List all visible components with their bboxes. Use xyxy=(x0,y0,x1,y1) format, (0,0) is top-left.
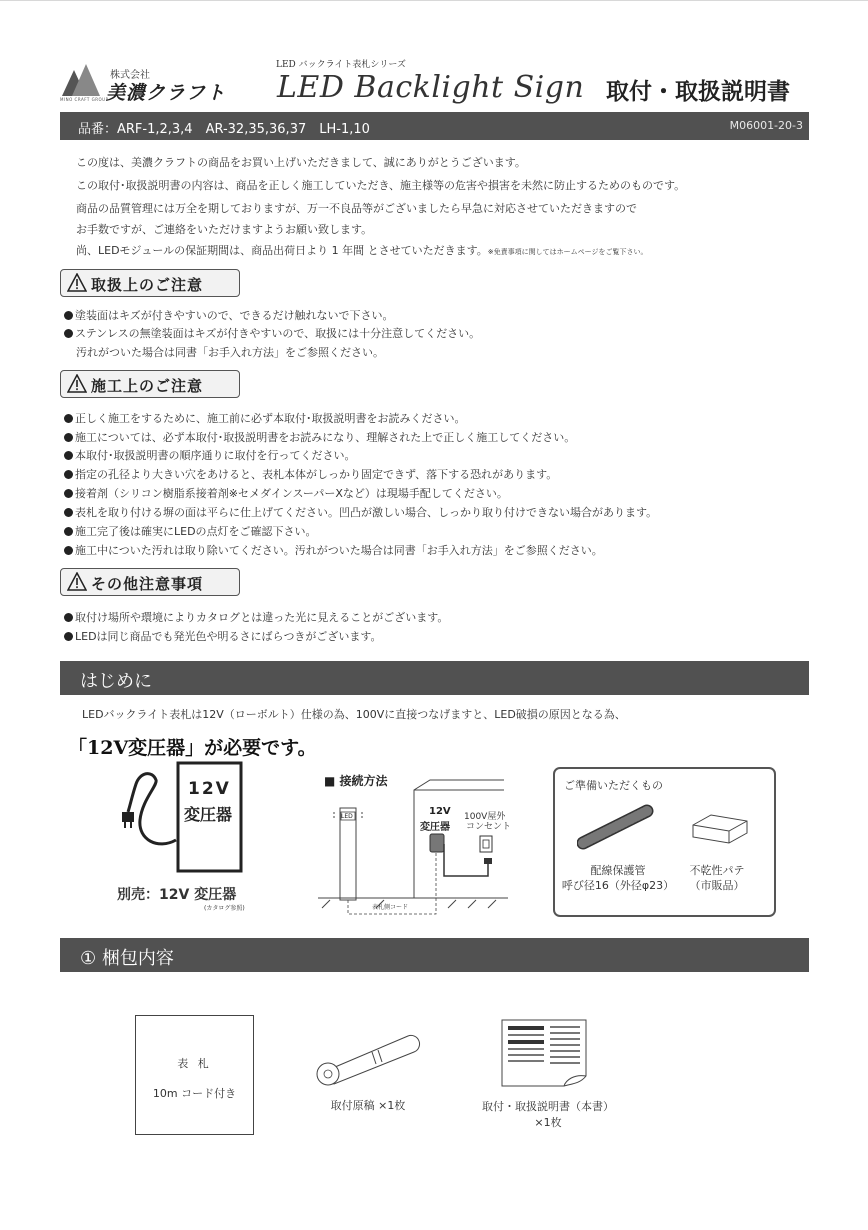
intro-line-5-text: 尚、LEDモジュールの保証期間は、商品出荷日より 1 年間 とさせていただきます。 xyxy=(76,244,488,257)
warning-icon xyxy=(67,572,87,591)
connection-outlet-2: コンセント xyxy=(466,822,512,832)
handling-item-2-text: ステンレスの無塗装面はキズが付きやすいので、取扱には十分注意してください。 xyxy=(75,327,481,340)
bullet-icon xyxy=(64,329,73,338)
handling-item-1 xyxy=(64,307,394,323)
construction-item-7 xyxy=(64,523,317,539)
bullet-icon xyxy=(64,527,73,536)
intro-line-1: この度は、美濃クラフトの商品をお買い上げいただきまして、誠にありがとうございます。 xyxy=(76,156,526,169)
transformer-label-2: 変圧器 xyxy=(184,805,233,824)
package-template-caption: 取付原稿 ×1枚 xyxy=(330,1099,406,1112)
handling-heading-label: 取扱上のご注意 xyxy=(91,276,204,294)
intro-line-2: この取付･取扱説明書の内容は、商品を正しく施工していただき、施主様等の危害や損害を未然に防止するためのものです。 xyxy=(76,179,686,192)
logo-company-name: 美濃クラフト xyxy=(106,82,227,104)
construction-item-text: 正しく施工をするために、施工前に必ず本取付･取扱説明書をお読みください。 xyxy=(75,412,466,425)
doc-code: M06001-20-3 xyxy=(729,119,803,132)
package-sign-cord: 10m コード付き xyxy=(152,1087,237,1100)
putty-icon xyxy=(689,811,751,845)
model-numbers: 品番：ARF-1,2,3,4 AR-32,35,36,37 LH-1,10 xyxy=(78,122,370,137)
doc-title: 取付・取扱説明書 xyxy=(606,79,790,105)
prep-item2-line2: （市販品） xyxy=(689,879,745,892)
construction-item-text: 接着剤（シリコン樹脂系接着剤※セメダインスーパーXなど）は現場手配してください。 xyxy=(75,487,508,500)
bullet-icon xyxy=(64,489,73,498)
top-border xyxy=(0,0,868,1)
other-heading xyxy=(60,568,240,596)
construction-item-text: 指定の孔径より大きい穴をあけると、表札本体がしっかり固定できず、落下する恐れがあります。 xyxy=(75,468,558,481)
handling-heading xyxy=(60,269,240,297)
model-bar xyxy=(60,112,809,140)
hajime-emphasis: 「12V変圧器」が必要です。 xyxy=(68,737,317,759)
package-heading-bar xyxy=(60,938,809,972)
other-item-text: LEDは同じ商品でも発光色や明るさにばらつきがございます。 xyxy=(75,630,382,643)
preparation-box xyxy=(553,767,776,917)
handling-item-2 xyxy=(64,325,480,341)
connection-cord-label: 表札側コード xyxy=(372,904,409,911)
company-logo-icon xyxy=(60,62,102,98)
bullet-icon xyxy=(64,451,73,460)
package-heading: ① 梱包内容 xyxy=(80,948,174,969)
warning-icon xyxy=(67,273,87,292)
bullet-icon xyxy=(64,470,73,479)
construction-item-6 xyxy=(64,504,657,520)
intro-line-3: 商品の品質管理には万全を期しておりますが、万一不良品等がございましたら早急に対応させていただきますので xyxy=(76,202,637,215)
construction-item-5 xyxy=(64,485,508,501)
bullet-icon xyxy=(64,433,73,442)
transformer-caption-note: (カタログ参照) xyxy=(204,905,245,912)
bullet-icon xyxy=(64,414,73,423)
series-label: LED バックライト表札シリーズ xyxy=(276,60,406,70)
intro-line-4: お手数ですが、ご連絡をいただけますようお願い致します。 xyxy=(76,223,373,236)
connection-led-label: LED xyxy=(341,813,353,820)
bullet-icon xyxy=(64,311,73,320)
construction-item-text: 表札を取り付ける塀の面は平らに仕上げてください。凹凸が激しい場合、しっかり取り付けできない場合があります。 xyxy=(75,506,658,519)
connection-outlet-1: 100V屋外 xyxy=(464,812,506,822)
logo-company-tiny: MINO CRAFT GROUP xyxy=(60,97,109,102)
prep-item2-line1: 不乾性パテ xyxy=(689,864,745,877)
hajime-heading: はじめに xyxy=(80,671,152,692)
connection-transformer-2: 変圧器 xyxy=(420,822,450,833)
bullet-icon xyxy=(64,508,73,517)
bullet-icon xyxy=(64,613,73,622)
other-item-2 xyxy=(64,628,382,644)
manual-icon xyxy=(500,1018,590,1088)
prep-title: ご準備いただくもの xyxy=(564,779,663,792)
construction-item-2 xyxy=(64,429,575,445)
hajime-heading-bar xyxy=(60,661,809,695)
rolled-template-icon xyxy=(312,1030,424,1086)
construction-item-text: 施工完了後は確実にLEDの点灯をご確認下さい。 xyxy=(75,525,317,538)
construction-item-8 xyxy=(64,542,603,558)
bullet-icon xyxy=(64,632,73,641)
connection-diagram xyxy=(318,778,508,918)
prep-item1-line2: 呼び径16（外径φ23） xyxy=(561,879,675,892)
other-heading-label: その他注意事項 xyxy=(91,575,204,593)
package-manual-caption-2: ×1枚 xyxy=(534,1116,562,1129)
connection-heading: ■ 接続方法 xyxy=(324,774,388,788)
other-item-1 xyxy=(64,609,448,625)
bullet-icon xyxy=(64,546,73,555)
logo-company-small: 株式会社 xyxy=(110,70,150,81)
construction-item-3 xyxy=(64,447,356,463)
package-manual-caption-1: 取付・取扱説明書（本書） xyxy=(482,1100,614,1113)
construction-item-text: 施工中についた汚れは取り除いてください。汚れがついた場合は同書「お手入れ方法」をご参照ください。 xyxy=(75,544,603,557)
construction-item-4 xyxy=(64,466,557,482)
construction-item-text: 施工については、必ず本取付･取扱説明書をお読みになり、理解された上で正しく施工してください。 xyxy=(75,431,576,444)
construction-item-text: 本取付･取扱説明書の順序通りに取付を行ってください。 xyxy=(75,449,356,462)
prep-item1-line1: 配線保護管 xyxy=(590,864,646,877)
hajime-text: LEDバックライト表札は12V（ローボルト）仕様の為、100Vに直接つなげますと、LED破損の原因となる為、 xyxy=(82,708,626,721)
transformer-label-1: 12V xyxy=(188,779,231,799)
package-sign-label: 表 札 xyxy=(177,1057,212,1070)
handling-continuation: 汚れがついた場合は同書「お手入れ方法」をご参照ください。 xyxy=(76,346,384,359)
intro-line-5-note: ※免責事項に関してはホームページをご覧下さい。 xyxy=(487,248,648,256)
construction-item-1 xyxy=(64,410,466,426)
construction-heading xyxy=(60,370,240,398)
warning-icon xyxy=(67,374,87,393)
handling-item-1-text: 塗装面はキズが付きやすいので、できるだけ触れないで下さい。 xyxy=(75,309,394,322)
package-sign-box xyxy=(135,1015,254,1135)
transformer-caption: 別売：12V 変圧器 xyxy=(117,887,237,903)
other-item-text: 取付け場所や環境によりカタログとは違った光に見えることがございます。 xyxy=(75,611,449,624)
construction-heading-label: 施工上のご注意 xyxy=(91,377,204,395)
conduit-icon xyxy=(577,803,657,851)
connection-transformer-1: 12V xyxy=(429,806,451,817)
intro-line-5 xyxy=(76,242,647,258)
product-title: LED Backlight Sign xyxy=(277,70,585,105)
